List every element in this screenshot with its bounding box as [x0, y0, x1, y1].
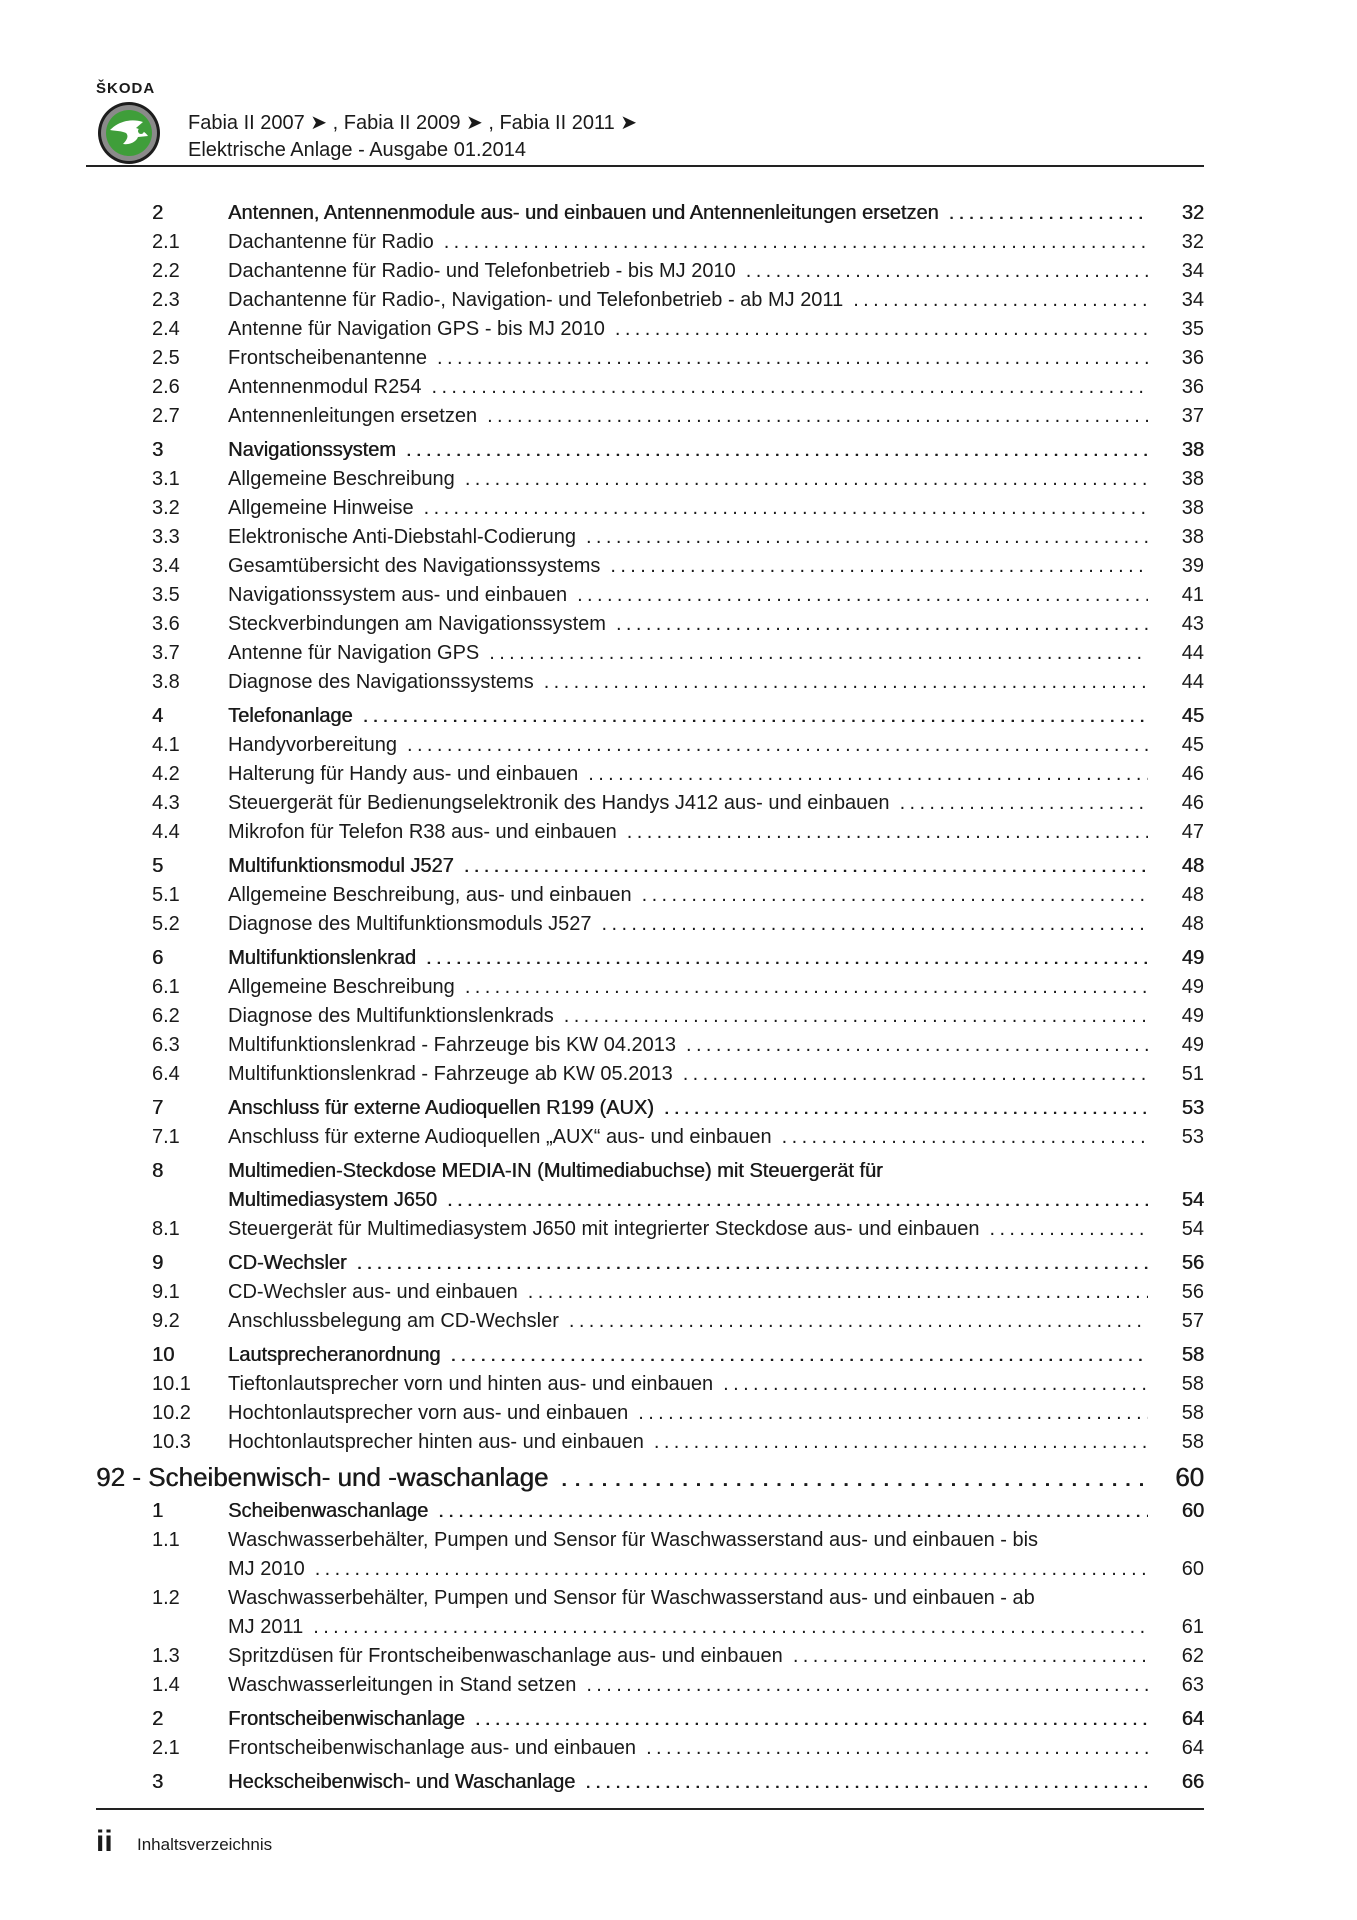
- toc-entry[interactable]: 2.1 Frontscheibenwischanlage aus- und einbauen ..... 64: [152, 1734, 1204, 1763]
- toc-entry[interactable]: 9 CD-Wechsler ..... 56: [152, 1249, 1204, 1278]
- toc-entry[interactable]: 6 Multifunktionslenkrad ..... 49: [152, 944, 1204, 973]
- toc-entry[interactable]: 1.4 Waschwasserleitungen in Stand setzen ..... 63: [152, 1671, 1204, 1700]
- header-title-edition: Elektrische Anlage - Ausgabe 01.2014: [188, 139, 527, 161]
- toc-entry[interactable]: 6.4 Multifunktionslenkrad - Fahrzeuge ab KW 05.2013 ..... 51: [152, 1060, 1204, 1089]
- toc-entry[interactable]: 5 Multifunktionsmodul J527 ..... 48: [152, 852, 1204, 881]
- toc-entry[interactable]: 3.5 Navigationssystem aus- und einbauen ..... 41: [152, 581, 1204, 610]
- toc-entry[interactable]: 2 Frontscheibenwischanlage ..... 64: [152, 1705, 1204, 1734]
- toc-entry[interactable]: 5.1 Allgemeine Beschreibung, aus- und einbauen ..... 48: [152, 881, 1204, 910]
- toc-entry[interactable]: 2.4 Antenne für Navigation GPS - bis MJ 2010 ..... 35: [152, 315, 1204, 344]
- toc-list-main: [152, 199, 1204, 1457]
- toc-entry[interactable]: 4.3 Steuergerät für Bedienungselektronik des Handys J412 aus- und einbauen ..... 46: [152, 789, 1204, 818]
- toc-entry[interactable]: 7.1 Anschluss für externe Audioquellen „AUX“ aus- und einbauen ..... 53: [152, 1123, 1204, 1152]
- toc-entry[interactable]: 10.2 Hochtonlautsprecher vorn aus- und einbauen ..... 58: [152, 1399, 1204, 1428]
- toc-entry[interactable]: 4.4 Mikrofon für Telefon R38 aus- und einbauen ..... 47: [152, 818, 1204, 847]
- header-divider: [86, 165, 1204, 167]
- toc-entry[interactable]: 1 Scheibenwaschanlage ..... 60: [152, 1497, 1204, 1526]
- toc-entry[interactable]: 4.1 Handyvorbereitung ..... 45: [152, 731, 1204, 760]
- toc-entry[interactable]: 3.1 Allgemeine Beschreibung ..... 38: [152, 465, 1204, 494]
- toc-entry[interactable]: 7 Anschluss für externe Audioquellen R199 (AUX) ..... 53: [152, 1094, 1204, 1123]
- toc-entry[interactable]: 2.6 Antennenmodul R254 ..... 36: [152, 373, 1204, 402]
- toc-entry[interactable]: 1.2 Waschwasserbehälter, Pumpen und Sensor für Waschwasserstand aus- und einbauen - ab MJ 2011 ..... 61: [152, 1584, 1204, 1642]
- toc-entry[interactable]: 2 Antennen, Antennenmodule aus- und einbauen und Antennenleitungen ersetzen ..... 32: [152, 199, 1204, 228]
- toc-entry[interactable]: 3.2 Allgemeine Hinweise ..... 38: [152, 494, 1204, 523]
- toc-entry[interactable]: 8 Multimedien-Steckdose MEDIA-IN (Multimediabuchse) mit Steuergerät für Multimediasystem J650 ..... 54: [152, 1157, 1204, 1215]
- toc-entry[interactable]: 3.4 Gesamtübersicht des Navigationssystems ..... 39: [152, 552, 1204, 581]
- toc-entry[interactable]: 2.2 Dachantenne für Radio- und Telefonbetrieb - bis MJ 2010 ..... 34: [152, 257, 1204, 286]
- toc-entry[interactable]: 1.1 Waschwasserbehälter, Pumpen und Sensor für Waschwasserstand aus- und einbauen - bis MJ 2010 ..... 60: [152, 1526, 1204, 1584]
- page-number: ii: [96, 1825, 113, 1858]
- toc-entry[interactable]: 9.2 Anschlussbelegung am CD-Wechsler ..... 57: [152, 1307, 1204, 1336]
- toc-entry[interactable]: 3.7 Antenne für Navigation GPS ..... 44: [152, 639, 1204, 668]
- toc-entry[interactable]: 3 Heckscheibenwisch- und Waschanlage ..... 66: [152, 1768, 1204, 1797]
- footer-divider: [96, 1808, 1204, 1810]
- toc-entry[interactable]: 6.2 Diagnose des Multifunktionslenkrads ..... 49: [152, 1002, 1204, 1031]
- toc-entry[interactable]: 6.3 Multifunktionslenkrad - Fahrzeuge bis KW 04.2013 ..... 49: [152, 1031, 1204, 1060]
- toc-entry[interactable]: 2.3 Dachantenne für Radio-, Navigation- und Telefonbetrieb - ab MJ 2011 ..... 34: [152, 286, 1204, 315]
- toc-entry[interactable]: 2.7 Antennenleitungen ersetzen ..... 37: [152, 402, 1204, 431]
- header-title-models: Fabia II 2007 ➤ , Fabia II 2009 ➤ , Fabia II 2011 ➤: [188, 112, 638, 134]
- toc-entry[interactable]: 1.3 Spritzdüsen für Frontscheibenwaschanlage aus- und einbauen ..... 62: [152, 1642, 1204, 1671]
- toc-entry[interactable]: 8.1 Steuergerät für Multimediasystem J650 mit integrierter Steckdose aus- und einbauen ..... 54: [152, 1215, 1204, 1244]
- toc-entry[interactable]: 2.1 Dachantenne für Radio ..... 32: [152, 228, 1204, 257]
- toc-entry[interactable]: 10.3 Hochtonlautsprecher hinten aus- und einbauen ..... 58: [152, 1428, 1204, 1457]
- toc-chapter-92[interactable]: 92 - Scheibenwisch- und -waschanlage ..... 60: [96, 1459, 1204, 1495]
- toc-entry[interactable]: 4 Telefonanlage ..... 45: [152, 702, 1204, 731]
- toc-entry[interactable]: 10.1 Tieftonlautsprecher vorn und hinten aus- und einbauen ..... 58: [152, 1370, 1204, 1399]
- toc-entry[interactable]: 10 Lautsprecheranordnung ..... 58: [152, 1341, 1204, 1370]
- page-header: [96, 78, 1204, 166]
- toc-list-chapter-92: [152, 1497, 1204, 1797]
- skoda-logo-icon: [96, 100, 162, 166]
- toc-entry[interactable]: 3 Navigationssystem ..... 38: [152, 436, 1204, 465]
- toc-entry[interactable]: 6.1 Allgemeine Beschreibung ..... 49: [152, 973, 1204, 1002]
- toc-entry[interactable]: 5.2 Diagnose des Multifunktionsmoduls J527 ..... 48: [152, 910, 1204, 939]
- toc-entry[interactable]: 3.8 Diagnose des Navigationssystems ..... 44: [152, 668, 1204, 697]
- footer-section-label: Inhaltsverzeichnis: [137, 1835, 273, 1854]
- brand-wordmark: ŠKODA: [96, 80, 156, 97]
- toc-entry[interactable]: 3.3 Elektronische Anti-Diebstahl-Codierung ..... 38: [152, 523, 1204, 552]
- toc-entry[interactable]: 2.5 Frontscheibenantenne ..... 36: [152, 344, 1204, 373]
- toc-entry[interactable]: 4.2 Halterung für Handy aus- und einbauen ..... 46: [152, 760, 1204, 789]
- toc-entry[interactable]: 9.1 CD-Wechsler aus- und einbauen ..... 56: [152, 1278, 1204, 1307]
- toc-entry[interactable]: 3.6 Steckverbindungen am Navigationssystem ..... 43: [152, 610, 1204, 639]
